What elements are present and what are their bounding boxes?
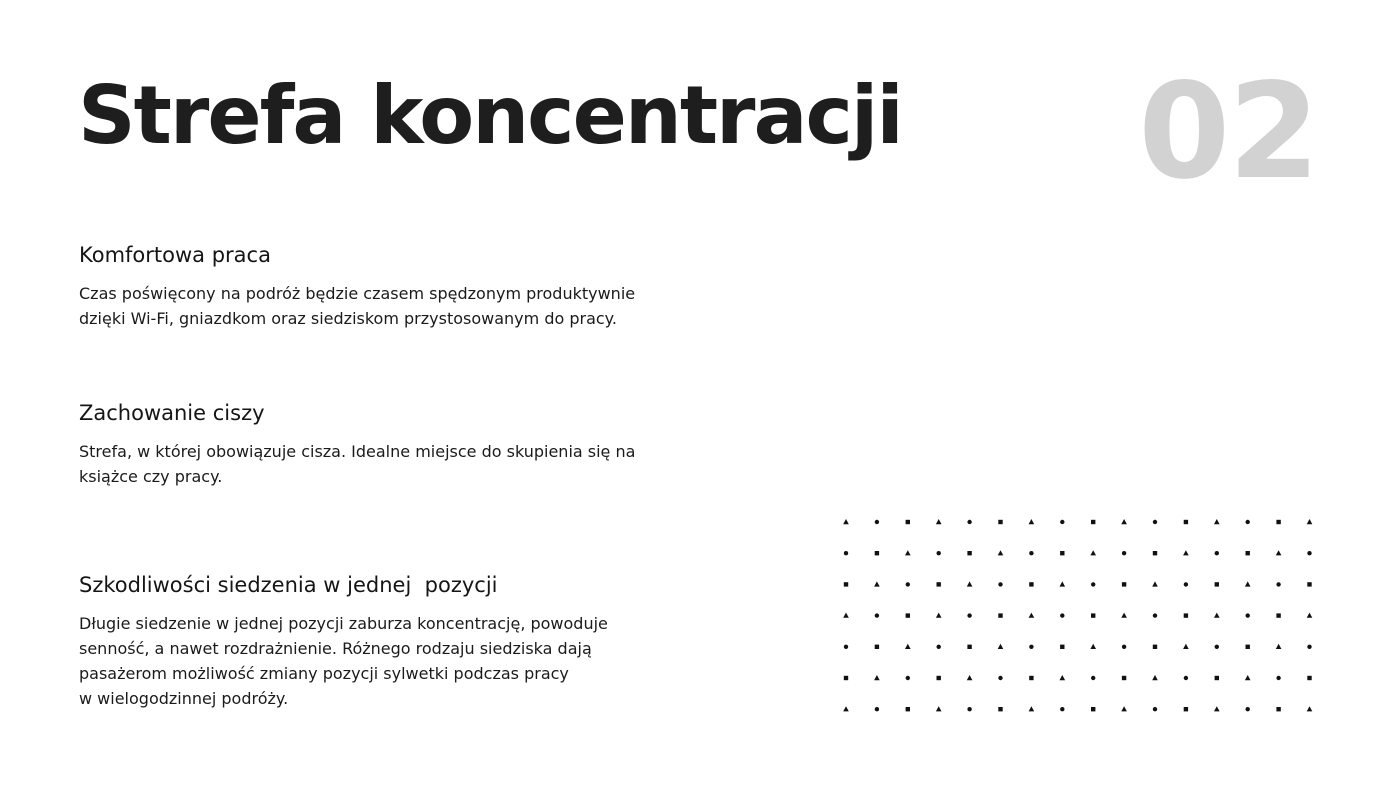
pattern-triangle [1276, 644, 1282, 649]
pattern-square [937, 676, 941, 680]
pattern-triangle [874, 675, 880, 680]
pattern-circle [1246, 520, 1250, 524]
pattern-triangle [843, 706, 849, 711]
pattern-circle [937, 551, 941, 555]
pattern-square [998, 520, 1002, 524]
pattern-circle [1153, 613, 1157, 617]
pattern-circle [1029, 645, 1033, 649]
pattern-square [1184, 707, 1188, 711]
section-heading: Szkodliwości siedzenia w jednej pozycji [79, 573, 498, 597]
pattern-circle [1091, 582, 1095, 586]
pattern-circle [844, 645, 848, 649]
pattern-square [1215, 582, 1219, 586]
pattern-circle [967, 520, 971, 524]
pattern-circle [1184, 582, 1188, 586]
pattern-circle [1060, 707, 1064, 711]
pattern-triangle [843, 613, 849, 618]
pattern-triangle [936, 706, 942, 711]
pattern-square [998, 707, 1002, 711]
pattern-triangle [874, 581, 880, 586]
pattern-triangle [1029, 613, 1035, 618]
pattern-square [1153, 645, 1157, 649]
pattern-circle [967, 707, 971, 711]
pattern-triangle [1090, 550, 1096, 555]
pattern-triangle [1307, 519, 1313, 524]
pattern-circle [906, 582, 910, 586]
pattern-triangle [1245, 581, 1251, 586]
pattern-square [906, 520, 910, 524]
pattern-triangle [1121, 613, 1127, 618]
section-heading: Komfortowa praca [79, 243, 271, 267]
pattern-triangle [998, 644, 1004, 649]
pattern-triangle [1121, 519, 1127, 524]
pattern-square [1029, 582, 1033, 586]
description-line: pasażerom możliwość zmiany pozycji sylwetki podczas pracy [79, 664, 569, 683]
pattern-square [1153, 551, 1157, 555]
description-line: Strefa, w której obowiązuje cisza. Idealne miejsce do skupienia się na [79, 442, 636, 461]
pattern-triangle [1276, 550, 1282, 555]
pattern-circle [1307, 551, 1311, 555]
pattern-circle [906, 676, 910, 680]
pattern-circle [1276, 582, 1280, 586]
pattern-square [844, 582, 848, 586]
pattern-square [1091, 707, 1095, 711]
pattern-square [1060, 551, 1064, 555]
pattern-triangle [1090, 644, 1096, 649]
section-comfortable-work [79, 241, 699, 331]
description-line: dzięki Wi-Fi, gniazdkom oraz siedziskom przystosowanym do pracy. [79, 309, 617, 328]
pattern-square [937, 582, 941, 586]
pattern-circle [1122, 551, 1126, 555]
pattern-triangle [1060, 581, 1066, 586]
pattern-triangle [1183, 644, 1189, 649]
pattern-triangle [1152, 675, 1158, 680]
pattern-square [1184, 520, 1188, 524]
pattern-square [1091, 613, 1095, 617]
pattern-circle [998, 582, 1002, 586]
pattern-square [875, 645, 879, 649]
pattern-triangle [1214, 613, 1220, 618]
pattern-triangle [1060, 675, 1066, 680]
section-sitting-harm [79, 571, 699, 711]
page-title: Strefa koncentracji [78, 69, 902, 162]
pattern-square [967, 551, 971, 555]
pattern-circle [967, 613, 971, 617]
pattern-square [906, 613, 910, 617]
pattern-circle [1060, 613, 1064, 617]
pattern-square [1276, 520, 1280, 524]
pattern-circle [875, 707, 879, 711]
pattern-square [1060, 645, 1064, 649]
pattern-circle [875, 613, 879, 617]
pattern-circle [1091, 676, 1095, 680]
description-line: Długie siedzenie w jednej pozycji zaburza koncentrację, powoduje [79, 614, 608, 633]
description-line: w wielogodzinnej podróży. [79, 689, 289, 708]
pattern-square [1276, 707, 1280, 711]
pattern-circle [1215, 551, 1219, 555]
pattern-triangle [905, 644, 911, 649]
pattern-circle [844, 551, 848, 555]
pattern-triangle [967, 675, 973, 680]
pattern-circle [1060, 520, 1064, 524]
pattern-square [1246, 551, 1250, 555]
section-heading: Zachowanie ciszy [79, 401, 265, 425]
pattern-triangle [936, 613, 942, 618]
description-line: Czas poświęcony na podróż będzie czasem spędzonym produktywnie [79, 284, 636, 303]
pattern-square [1091, 520, 1095, 524]
section-description [79, 439, 699, 489]
section-description [79, 611, 699, 711]
pattern-square [998, 613, 1002, 617]
pattern-triangle [936, 519, 942, 524]
pattern-triangle [1152, 581, 1158, 586]
pattern-circle [1276, 676, 1280, 680]
pattern-circle [998, 676, 1002, 680]
pattern-triangle [998, 550, 1004, 555]
pattern-square [1122, 582, 1126, 586]
pattern-circle [1246, 613, 1250, 617]
pattern-square [1307, 582, 1311, 586]
pattern-square [1246, 645, 1250, 649]
pattern-triangle [843, 519, 849, 524]
pattern-square [875, 551, 879, 555]
pattern-square [1307, 676, 1311, 680]
section-number: 02 [1138, 55, 1318, 209]
pattern-square [1215, 676, 1219, 680]
pattern-square [844, 676, 848, 680]
pattern-circle [937, 645, 941, 649]
description-line: książce czy pracy. [79, 467, 223, 486]
pattern-triangle [1214, 706, 1220, 711]
pattern-circle [1153, 520, 1157, 524]
pattern-triangle [1029, 706, 1035, 711]
pattern-triangle [1214, 519, 1220, 524]
pattern-square [906, 707, 910, 711]
pattern-triangle [1029, 519, 1035, 524]
pattern-square [1184, 613, 1188, 617]
pattern-square [1029, 676, 1033, 680]
pattern-triangle [1121, 706, 1127, 711]
pattern-triangle [1245, 675, 1251, 680]
pattern-square [967, 645, 971, 649]
pattern-circle [1307, 645, 1311, 649]
pattern-circle [1246, 707, 1250, 711]
pattern-triangle [1307, 706, 1313, 711]
pattern-triangle [905, 550, 911, 555]
dot-pattern-decoration [840, 516, 1320, 716]
pattern-circle [1215, 645, 1219, 649]
pattern-circle [1122, 645, 1126, 649]
description-line: senność, a nawet rozdrażnienie. Różnego rodzaju siedziska dają [79, 639, 592, 658]
pattern-triangle [967, 581, 973, 586]
pattern-circle [875, 520, 879, 524]
pattern-circle [1029, 551, 1033, 555]
section-description [79, 281, 699, 331]
pattern-triangle [1307, 613, 1313, 618]
pattern-square [1276, 613, 1280, 617]
pattern-square [1122, 676, 1126, 680]
pattern-circle [1153, 707, 1157, 711]
pattern-triangle [1183, 550, 1189, 555]
section-silence [79, 399, 699, 489]
pattern-circle [1184, 676, 1188, 680]
